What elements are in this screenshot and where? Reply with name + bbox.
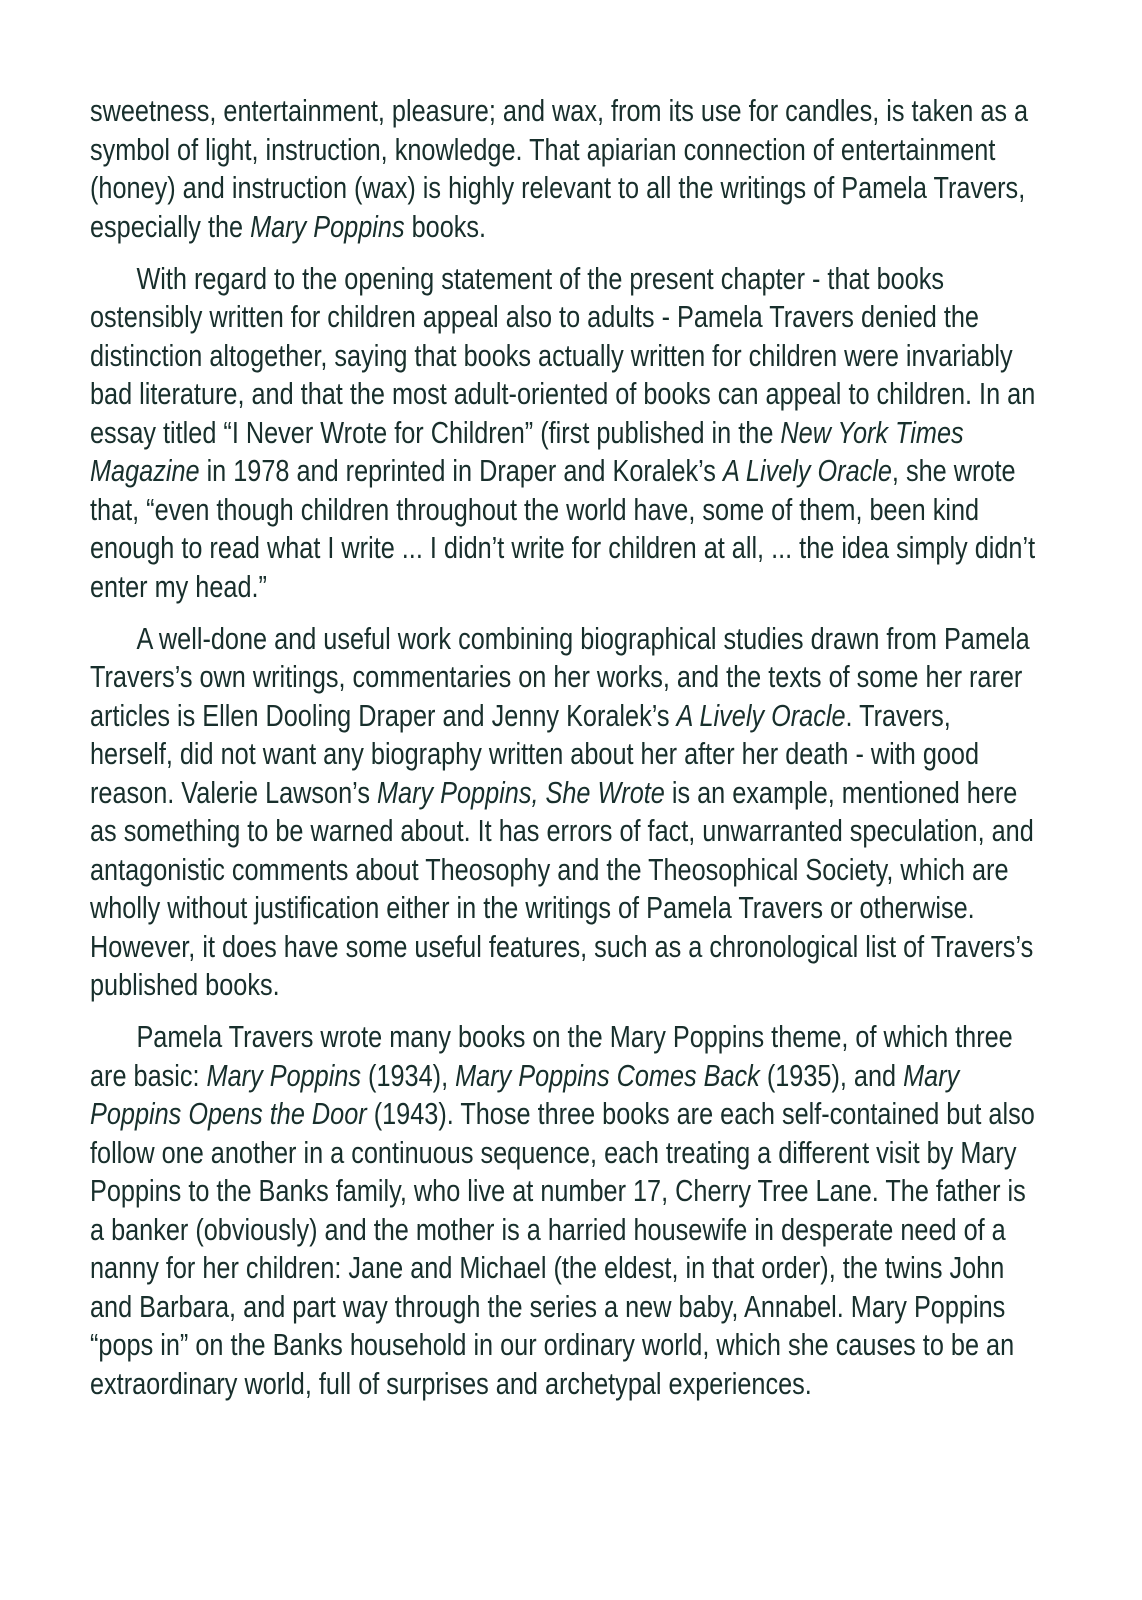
paragraph-4 (90, 1018, 1037, 1403)
text-run: Pamela Travers wrote many books on the Mary Poppins theme, of which three are basic: (90, 1019, 1013, 1093)
text-run: books. (404, 208, 487, 244)
text-run: sweetness, entertainment, pleasure; and wax, from its use for candles, is taken as a symbol of light, instruction, knowledge. That apiarian connection of entertainment (honey) and instruction (wax) is highly relevant to all the writings of Pamela Travers, especially the (90, 93, 1029, 244)
text-run-italic: Mary Poppins (206, 1057, 362, 1093)
text-run: (1934), (361, 1057, 456, 1093)
text-run-italic: A Lively Oracle (722, 453, 892, 488)
text-run: (1935), and (759, 1057, 904, 1093)
paragraph-3 (90, 620, 1037, 1005)
page-body-text (90, 92, 1037, 1417)
text-run: in 1978 and reprinted in Draper and Koralek’s (199, 453, 723, 488)
text-run-italic: Mary Poppins Comes Back (455, 1057, 760, 1093)
text-run-italic: Mary Poppins Opens the Door (90, 1057, 960, 1131)
text-run-italic: A Lively Oracle (676, 697, 846, 733)
text-run: , she wrote that, “even though children throughout the world have, some of them, been kind enough to read what I write ... I didn’t write for children at all, ... the idea simply didn’t enter my head.” (90, 453, 1036, 604)
text-run-italic: Mary Poppins, She Wrote (376, 774, 665, 810)
text-run-italic: New York Times Magazine (90, 414, 964, 488)
text-run-italic: Mary Poppins (250, 208, 405, 244)
text-run: With regard to the opening statement of the present chapter - that books ostensibly written for children appeal also to adults - Pamela Travers denied the distinction altogether, saying that books actually written for children were invariably bad literature, and that the most adult-oriented of books can appeal to children. In an essay titled “I Never Wrote for Children” (first published in the (90, 260, 1036, 450)
paragraph-1 (90, 92, 1037, 246)
paragraph-2 (90, 260, 1037, 607)
text-run: . Travers, herself, did not want any biography written about her after her death - with good reason. Valerie Lawson’s (90, 697, 980, 810)
text-run: A well-done and useful work combining biographical studies drawn from Pamela Travers’s own writings, commentaries on her works, and the texts of some her rarer articles is Ellen Dooling Draper and Jenny Koralek’s (90, 620, 1030, 733)
text-run: (1943). Those three books are each self-contained but also follow one another in a continuous sequence, each treating a different visit by Mary Poppins to the Banks family, who live at number 17, Cherry Tree Lane. The father is a banker (obviously) and the mother is a harried housewife in desperate need of a nanny for her children: Jane and Michael (the eldest, in that order), the twins John and Barbara, and part way through the series a new baby, Annabel. Mary Poppins “pops in” on the Banks household in our ordinary world, which she causes to be an extraordinary world, full of surprises and archetypal experiences. (90, 1096, 1035, 1401)
text-run: is an example, mentioned here as something to be warned about. It has errors of fact, unwarranted speculation, and antagonistic comments about Theosophy and the Theosophical Society, which are wholly without justification either in the writings of Pamela Travers or otherwise. However, it does have some useful features, such as a chronological list of Travers’s published books. (90, 774, 1034, 1002)
